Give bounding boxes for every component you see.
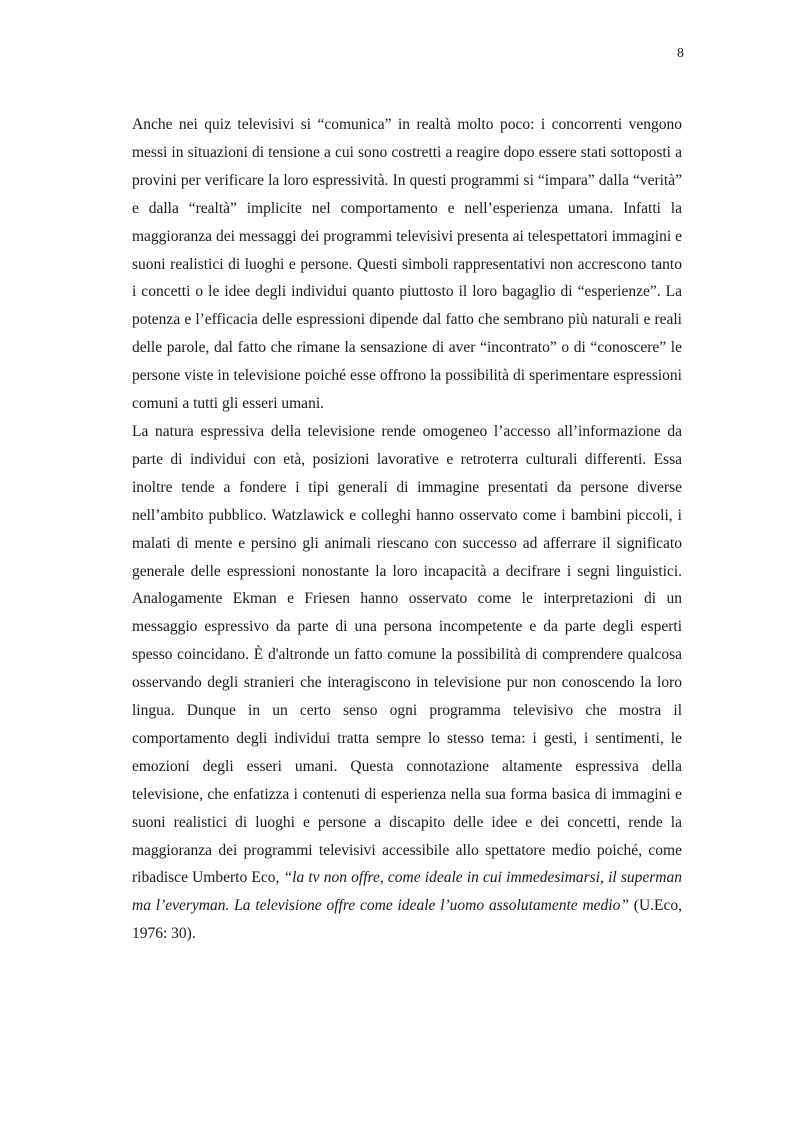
body-text	[132, 111, 682, 948]
paragraph-2-text: La natura espressiva della televisione rende omogeneo l’accesso all’informazione da parte di individui con età, posizioni lavorative e retroterra culturali differenti. Essa inoltre tende a fondere i tipi generali di immagine presentati da persone diverse nell’ambito pubblico. Watzlawick e colleghi hanno osservato come i bambini piccoli, i malati di mente e persino gli animali riescano con successo ad afferrare il significato generale delle espressioni nonostante la loro incapacità a decifrare i segni linguistici. Analogamente Ekman e Friesen hanno osservato come le interpretazioni di un messaggio espressivo da parte di una persona incompetente e da parte degli esperti spesso coincidano. È d'altronde un fatto comune la possibilità di comprendere qualcosa osservando degli stranieri che interagiscono in televisione pur non conoscendo la loro lingua. Dunque in un certo senso ogni programma televisivo che mostra il comportamento degli individui tratta sempre lo stesso tema: i gesti, i sentimenti, le emozioni degli esseri umani. Questa connotazione altamente espressiva della televisione, che enfatizza i contenuti di esperienza nella sua forma basica di immagini e suoni realistici di luoghi e persone a discapito delle idee e dei concetti, rende la maggioranza dei programmi televisivi accessibile allo spettatore medio poiché, come ribadisce Umberto Eco,	[132, 422, 682, 887]
eco-quote: “la tv non offre, come ideale in cui immedesimarsi, il superman ma l’everyman. La televisione offre come ideale l’uomo assolutamente medio”	[132, 869, 682, 915]
page-number: 8	[677, 46, 684, 61]
eco-citation: (U.Eco, 1976: 30).	[132, 897, 682, 943]
paragraph-2	[132, 418, 682, 948]
paragraph-1: Anche nei quiz televisivi si “comunica” in realtà molto poco: i concorrenti vengono messi in situazioni di tensione a cui sono costretti a reagire dopo essere stati sottoposti a provini per verificare la loro espressività. In questi programmi si “impara” dalla “verità” e dalla “realtà” implicite nel comportamento e nell’esperienza umana. Infatti la maggioranza dei messaggi dei programmi televisivi presenta ai telespettatori immagini e suoni realistici di luoghi e persone. Questi simboli rappresentativi non accrescono tanto i concetti o le idee degli individui quanto piuttosto il loro bagaglio di “esperienze”. La potenza e l’efficacia delle espressioni dipende dal fatto che sembrano più naturali e reali delle parole, dal fatto che rimane la sensazione di aver “incontrato” o di “conoscere” le persone viste in televisione poiché esse offrono la possibilità di sperimentare espressioni comuni a tutti gli esseri umani.	[132, 116, 682, 413]
